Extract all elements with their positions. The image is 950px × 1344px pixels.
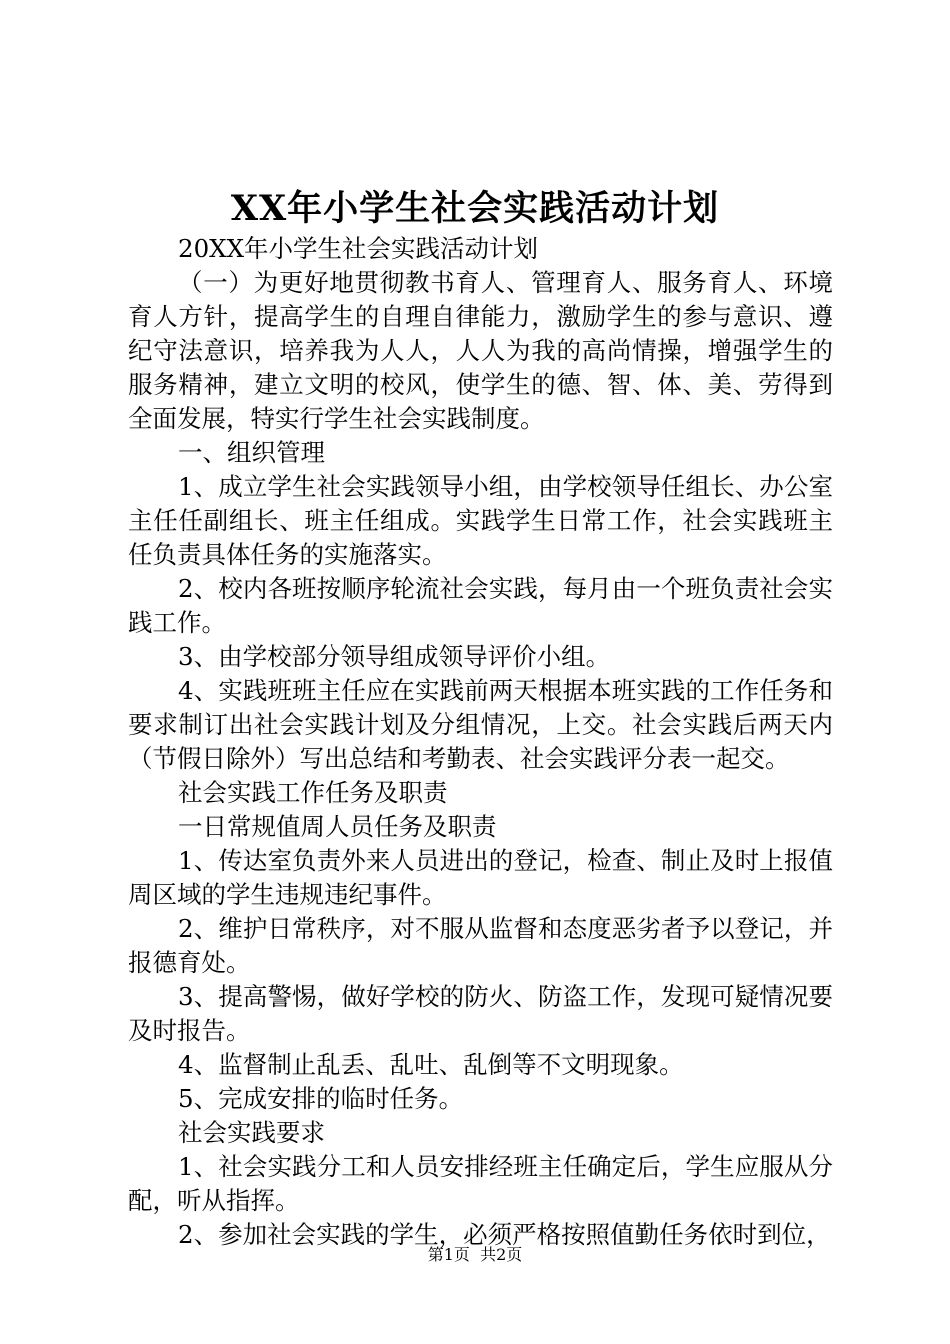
- paragraph: 20XX年小学生社会实践活动计划: [178, 234, 539, 263]
- section-heading: 一日常规值周人员任务及职责: [178, 812, 497, 841]
- paragraph: 1、成立学生社会实践领导小组，由学校领导任组长、办公室主任任副组长、班主任组成。实践学生日常工作，社会实践班主任负责具体任务的实施落实。: [128, 472, 833, 569]
- paragraph: 5、完成安排的临时任务。: [178, 1084, 464, 1113]
- paragraph: 2、维护日常秩序，对不服从监督和态度恶劣者予以登记，并报德育处。: [128, 914, 833, 977]
- paragraph: 4、监督制止乱丢、乱吐、乱倒等不文明现象。: [178, 1050, 684, 1079]
- section-heading: 社会实践要求: [178, 1118, 325, 1147]
- page-footer: 第1页 共2页: [427, 1245, 523, 1264]
- document-title: XX年小学生社会实践活动计划: [230, 188, 720, 229]
- paragraph: （一）为更好地贯彻教书育人、管理育人、服务育人、环境育人方针，提高学生的自理自律能力，激励学生的参与意识、遵纪守法意识，培养我为人人，人人为我的高尚情操，增强学生的服务精神，建立文明的校风，使学生的德、智、体、美、劳得到全面发展，特实行学生社会实践制度。: [128, 268, 833, 433]
- paragraph: 4、实践班班主任应在实践前两天根据本班实践的工作任务和要求制订出社会实践计划及分组情况，上交。社会实践后两天内（节假日除外）写出总结和考勤表、社会实践评分表一起交。: [128, 676, 833, 773]
- section-heading: 一、组织管理: [178, 438, 325, 467]
- paragraph: 1、社会实践分工和人员安排经班主任确定后，学生应服从分配，听从指挥。: [128, 1152, 833, 1215]
- paragraph: 2、参加社会实践的学生，必须严格按照值勤任务依时到位，: [178, 1220, 831, 1249]
- section-heading: 社会实践工作任务及职责: [178, 778, 448, 807]
- document-body: [128, 232, 833, 1252]
- paragraph: 1、传达室负责外来人员进出的登记，检查、制止及时上报值周区域的学生违规违纪事件。: [128, 846, 833, 909]
- paragraph: 3、提高警惕，做好学校的防火、防盗工作，发现可疑情况要及时报告。: [128, 982, 833, 1045]
- paragraph: 2、校内各班按顺序轮流社会实践，每月由一个班负责社会实践工作。: [128, 574, 833, 637]
- paragraph: 3、由学校部分领导组成领导评价小组。: [178, 642, 611, 671]
